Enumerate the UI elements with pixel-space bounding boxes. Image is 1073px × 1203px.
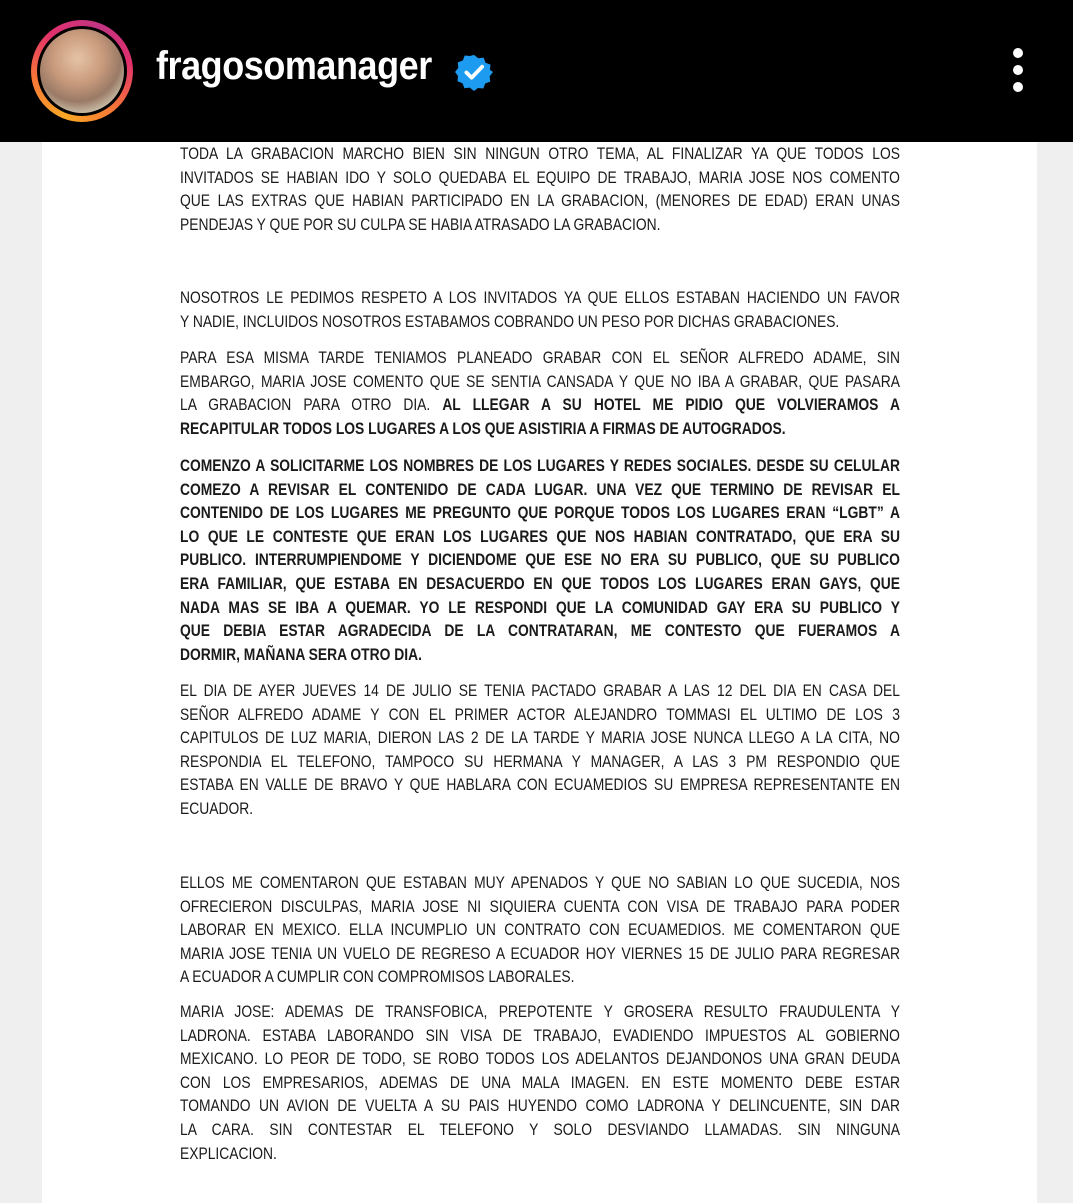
text: PARA ESA MISMA TARDE TENIAMOS PLANEADO GRABAR CON EL SEÑOR ALFREDO ADAME, SIN (180, 349, 900, 367)
text-line (180, 919, 900, 943)
text-line (180, 190, 900, 214)
text-line (180, 644, 900, 668)
text: ELLOS ME COMENTARON QUE ESTABAN MUY APENADOS Y QUE NO SABIAN LO QUE SUCEDIA, NOS (180, 874, 900, 892)
text: QUE LAS EXTRAS QUE HABIAN PARTICIPADO EN LA GRABACION, (MENORES DE EDAD) ERAN UNAS (180, 192, 900, 211)
text-line (180, 1119, 900, 1143)
document-paragraph (180, 1001, 1027, 1166)
text-line (180, 704, 900, 728)
text-line (180, 455, 900, 479)
bold-text: LO QUE LE CONTESTE QUE ERAN LOS LUGARES QUE NOS HABIAN CONTRATADO, QUE ERA SU (180, 527, 900, 546)
text-line (180, 1001, 900, 1025)
avatar-image (40, 29, 124, 113)
text: EXPLICACION. (180, 1144, 277, 1163)
text-line (180, 966, 900, 990)
document-paragraph (180, 872, 1027, 990)
document-paragraph (180, 347, 1027, 441)
text-line (180, 371, 900, 395)
text-line (180, 287, 900, 311)
text-line (180, 620, 900, 644)
text: CON LOS EMPRESARIOS, ADEMAS DE UNA MALA IMAGEN. EN ESTE MOMENTO DEBE ESTAR (180, 1073, 900, 1092)
text: PENDEJAS Y QUE POR SU CULPA SE HABIA ATRASADO LA GRABACION. (180, 215, 661, 234)
text-line (180, 1072, 900, 1096)
text-line (180, 526, 900, 550)
story-header (0, 0, 1073, 142)
document-paragraph (180, 680, 1027, 822)
text: TODA LA GRABACION MARCHO BIEN SIN NINGUN OTRO TEMA, AL FINALIZAR YA QUE TODOS LOS (180, 145, 900, 163)
text: A ECUADOR A CUMPLIR CON COMPROMISOS LABORALES. (180, 968, 575, 987)
text-line (180, 502, 900, 526)
text: LABORAR EN MEXICO. ELLA INCUMPLIO UN CONTRATO CON ECUAMEDIOS. ME COMENTARON QUE (180, 921, 900, 940)
text: CAPITULOS DE LUZ MARIA, DIERON LAS 2 DE LA TARDE Y MARIA JOSE NUNCA LLEGO A LA CITA, NO (180, 729, 900, 748)
bold-text: AL LLEGAR A SU HOTEL ME PIDIO QUE VOLVIERAMOS A (442, 396, 900, 415)
text: MEXICANO. LO PEOR DE TODO, SE ROBO TODOS LOS ADELANTOS DEJANDONOS UNA GRAN DEUDA (180, 1050, 900, 1069)
text-line (180, 680, 900, 704)
text: EMBARGO, MARIA JOSE COMENTO QUE SE SENTIA CANSADA Y QUE NO IBA A GRABAR, QUE PASARA (180, 372, 900, 391)
verified-badge-icon (455, 53, 493, 91)
text: LA CARA. SIN CONTESTAR EL TELEFONO Y SOLO DESVIANDO LLAMADAS. SIN NINGUNA (180, 1120, 900, 1139)
text-line (180, 311, 900, 335)
text: LA GRABACION PARA OTRO DIA. (180, 396, 443, 415)
text: OFRECIERON DISCULPAS, MARIA JOSE NI SIQUIERA CUENTA CON VISA DE TRABAJO PARA PODER (180, 897, 900, 916)
text-line (180, 347, 900, 371)
bold-text: ERA FAMILIAR, QUE ESTABA EN DESACUERDO EN QUE TODOS LOS LUGARES ERAN GAYS, QUE (180, 574, 900, 593)
text: NOSOTROS LE PEDIMOS RESPETO A LOS INVITADOS YA QUE ELLOS ESTABAN HACIENDO UN FAVOR (180, 289, 900, 307)
text: EL DIA DE AYER JUEVES 14 DE JULIO SE TENIA PACTADO GRABAR A LAS 12 DEL DIA EN CASA DEL (180, 682, 900, 700)
document-page (42, 142, 1037, 1203)
text: RESPONDIA EL TELEFONO, TAMPOCO SU HERMANA Y MANAGER, A LAS 3 PM RESPONDIO QUE (180, 752, 900, 771)
username[interactable]: fragosomanager (156, 44, 432, 88)
text: MARIA JOSE TENIA UN VUELO DE REGRESO A ECUADOR HOY VIERNES 15 DE JULIO PARA REGRESAR (180, 944, 900, 963)
text: TOMANDO UN AVION DE VUELTA A SU PAIS HUYENDO COMO LADRONA Y DELINCUENTE, SIN DAR (180, 1097, 900, 1116)
bold-text: RECAPITULAR TODOS LOS LUGARES A LOS QUE ASISTIRIA A FIRMAS DE AUTOGRADOS. (180, 419, 786, 438)
text: SEÑOR ALFREDO ADAME Y CON EL PRIMER ACTOR ALEJANDRO TOMMASI EL ULTIMO DE LOS 3 (180, 705, 900, 724)
text: MARIA JOSE: ADEMAS DE TRANSFOBICA, PREPOTENTE Y GROSERA RESULTO FRAUDULENTA Y (180, 1003, 900, 1021)
document-paragraph (180, 287, 1027, 334)
text: INVITADOS SE HABIAN IDO Y SOLO QUEDABA EL EQUIPO DE TRABAJO, MARIA JOSE NOS COMENTO (180, 168, 900, 187)
text-line (180, 573, 900, 597)
bold-text: COMENZO A SOLICITARME LOS NOMBRES DE LOS LUGARES Y REDES SOCIALES. DESDE SU CELULAR (180, 457, 900, 475)
text-line (180, 798, 900, 822)
text-line (180, 143, 900, 167)
profile-avatar[interactable] (31, 20, 133, 122)
text-line (180, 1048, 900, 1072)
text-line (180, 727, 900, 751)
text-line (180, 549, 900, 573)
text-line (180, 1025, 900, 1049)
text: Y NADIE, INCLUIDOS NOSOTROS ESTABAMOS COBRANDO UN PESO POR DICHAS GRABACIONES. (180, 312, 840, 331)
bold-text: QUE DEBIA ESTAR AGRADECIDA DE LA CONTRATARAN, ME CONTESTO QUE FUERAMOS A (180, 622, 900, 641)
bold-text: COMEZO A REVISAR EL CONTENIDO DE CADA LUGAR. UNA VEZ QUE TERMINO DE REVISAR EL (180, 480, 900, 499)
text-line (180, 1143, 900, 1167)
text-line (180, 394, 900, 418)
text-line (180, 896, 900, 920)
text-line (180, 597, 900, 621)
bold-text: NADA MAS SE IBA A QUEMAR. YO LE RESPONDI QUE LA COMUNIDAD GAY ERA SU PUBLICO Y (180, 598, 900, 617)
more-options-icon[interactable] (1005, 46, 1031, 96)
bold-text: DORMIR, MAÑANA SERA OTRO DIA. (180, 645, 422, 664)
text-line (180, 872, 900, 896)
text-line (180, 214, 900, 238)
text-line (180, 479, 900, 503)
text-line (180, 774, 900, 798)
text-line (180, 1095, 900, 1119)
bold-text: PUBLICO. INTERRUMPIENDOME Y DICIENDOME QUE ESE NO ERA SU PUBLICO, QUE SU PUBLICO (180, 551, 900, 570)
text: ESTABA EN VALLE DE BRAVO Y QUE HABLARA CON ECUAMEDIOS SU EMPRESA REPRESENTANTE EN (180, 776, 900, 795)
text-line (180, 167, 900, 191)
text: ECUADOR. (180, 799, 254, 818)
text-line (180, 751, 900, 775)
document-paragraph (180, 143, 1027, 237)
bold-text: CONTENIDO DE LOS LUGARES ME PREGUNTO QUE PORQUE TODOS LOS LUGARES ERAN “LGBT” A (180, 504, 900, 523)
text-line (180, 943, 900, 967)
text-line (180, 418, 900, 442)
document-paragraph (180, 455, 1027, 667)
text: LADRONA. ESTABA LABORANDO SIN VISA DE TRABAJO, EVADIENDO IMPUESTOS AL GOBIERNO (180, 1026, 900, 1045)
